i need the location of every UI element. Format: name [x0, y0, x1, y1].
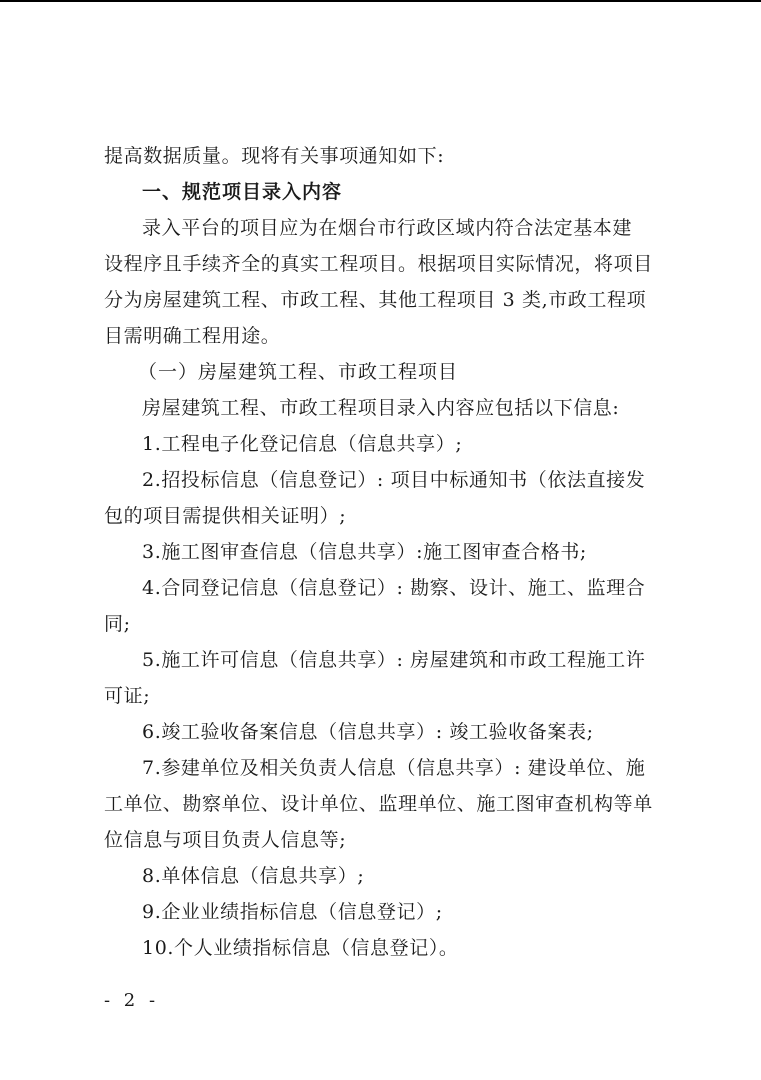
list-item: 10.个人业绩指标信息（信息登记）。 [142, 937, 459, 959]
list-item-continuation: 工单位、勘察单位、设计单位、监理单位、施工图审查机构等单 [104, 793, 653, 815]
subsection-heading: （一）房屋建筑工程、市政工程项目 [138, 361, 459, 383]
list-item-continuation: 位信息与项目负责人信息等; [104, 829, 347, 851]
list-item: 2.招投标信息（信息登记）: 项目中标通知书（依法直接发 [142, 469, 646, 491]
list-item-continuation: 包的项目需提供相关证明）; [104, 505, 347, 527]
list-item-continuation: 可证; [104, 685, 151, 707]
top-border-line [0, 0, 761, 2]
list-item: 3.施工图审查信息（信息共享）:施工图审查合格书; [142, 541, 587, 563]
section-heading: 一、规范项目录入内容 [142, 181, 343, 203]
list-item: 6.竣工验收备案信息（信息共享）: 竣工验收备案表; [142, 721, 594, 743]
list-item-continuation: 同; [104, 613, 131, 635]
list-item: 1.工程电子化登记信息（信息共享）; [142, 433, 463, 455]
body-text-line: 提高数据质量。现将有关事项通知如下: [104, 145, 445, 167]
list-item: 9.企业业绩指标信息（信息登记）; [142, 901, 443, 923]
body-text-line: 目需明确工程用途。 [104, 325, 281, 347]
body-text-line: 分为房屋建筑工程、市政工程、其他工程项目 3 类,市政工程项 [104, 289, 647, 311]
list-item: 7.参建单位及相关负责人信息（信息共享）: 建设单位、施 [142, 757, 646, 779]
paragraph-first-line: 录入平台的项目应为在烟台市行政区域内符合法定基本建 [142, 217, 633, 239]
list-item: 5.施工许可信息（信息共享）: 房屋建筑和市政工程施工许 [142, 649, 646, 671]
list-item: 4.合同登记信息（信息登记）: 勘察、设计、施工、监理合 [142, 577, 646, 599]
page-number: - 2 - [104, 990, 160, 1011]
body-text-line: 设程序且手续齐全的真实工程项目。根据项目实际情况，将项目 [104, 253, 653, 275]
list-item: 8.单体信息（信息共享）; [142, 865, 365, 887]
paragraph-first-line: 房屋建筑工程、市政工程项目录入内容应包括以下信息: [142, 397, 620, 419]
